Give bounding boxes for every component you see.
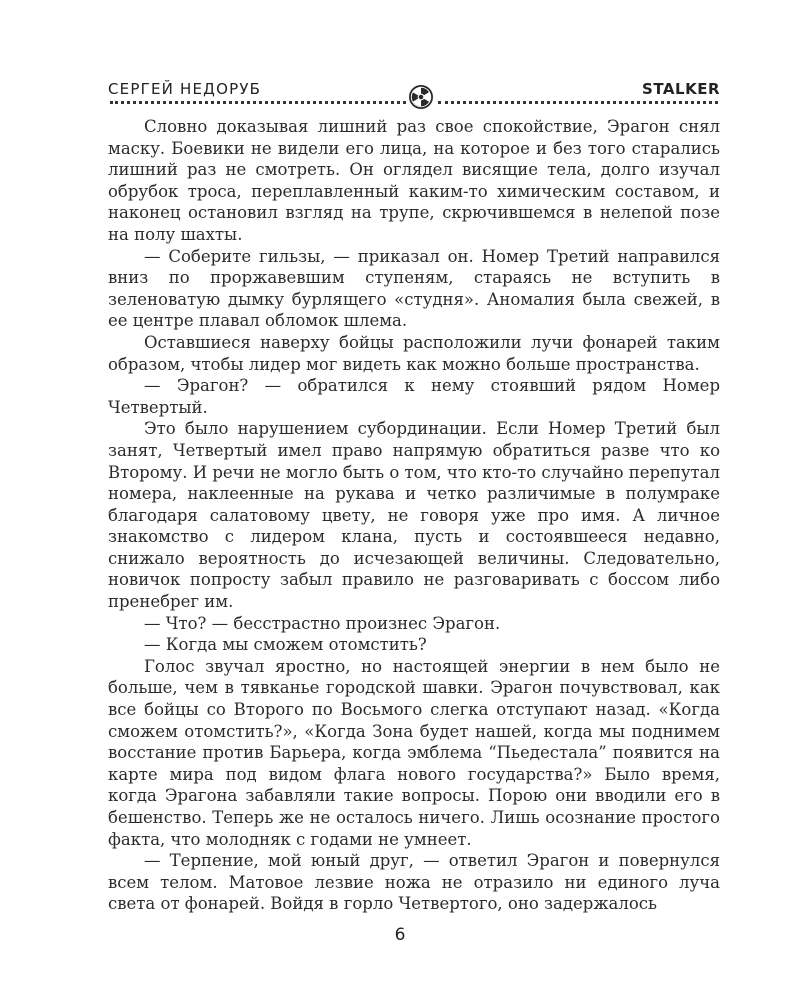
paragraph: — Эрагон? — обратился к нему стоявший рядом Номер Четвертый.: [108, 376, 720, 417]
running-header: [108, 78, 720, 106]
paragraph: — Что? — бесстрастно произнес Эрагон.: [144, 613, 501, 633]
header-dotted-rule-right: [438, 101, 718, 104]
author-name: СЕРГЕЙ НЕДОРУБ: [108, 80, 262, 98]
paragraph: Словно доказывая лишний раз свое спокойствие, Эрагон снял маску. Боевики не видели его лица, на которое и без того старались лишний раз не смотреть. Он оглядел висящие тела, долго изучал обрубок троса, переплавленный каким-то химическим составом, и наконец остановил взгляд на трупе, скрючившемся в нелепой позе на полу шахты.: [108, 117, 720, 244]
radiation-hazard-icon: [408, 84, 434, 110]
series-title: STALKER: [642, 80, 720, 98]
page-number: 6: [394, 925, 406, 945]
paragraph: Оставшиеся наверху бойцы расположили лучи фонарей таким образом, чтобы лидер мог видеть как можно больше пространства.: [108, 332, 720, 374]
paragraph: Это было нарушением субординации. Если Номер Третий был занят, Четвертый имел право напрямую обратиться разве что ко Второму. И речи не могло быть о том, что кто-то случайно перепутал номера, наклеенные на рукава и четко различимые в полумраке благодаря салатовому цвету, не говоря уже про имя. А личное знакомство с лидером клана, пусть и состоявшееся недавно, снижало вероятность до исчезающей величины. Следовательно, новичок попросту забыл правило не разговаривать с боссом либо пренебрег им.: [108, 419, 720, 612]
header-dotted-rule-left: [110, 101, 406, 104]
paragraph: — Терпение, мой юный друг, — ответил Эрагон и повернулся всем телом. Матовое лезвие ножа не отразило ни единого луча света от фонарей. Войдя в горло Четвертого, оно задержалось: [108, 851, 720, 914]
paragraph: — Соберите гильзы, — приказал он. Номер Третий направился вниз по проржавевшим ступеням, стараясь не вступить в зеленоватую дымку бурлящего «студня». Аномалия была свежей, в ее центре плавал обломок шлема.: [108, 246, 720, 331]
paragraph: Голос звучал яростно, но настоящей энергии в нем было не больше, чем в тявканье городской шавки. Эрагон почувствовал, как все бойцы со Второго по Восьмого слегка отступают назад. «Когда сможем отомстить?», «Когда Зона будет нашей, когда мы поднимем восстание против Барьера, когда эмблема “Пьедестала” появится на карте мира под видом флага нового государства?» Было время, когда Эрагона забавляли такие вопросы. Порою они вводили его в бешенство. Теперь же не осталось ничего. Лишь осознание простого факта, что молодняк с годами не умнеет.: [108, 656, 720, 849]
paragraph: — Когда мы сможем отомстить?: [144, 635, 427, 655]
body-text: [108, 116, 720, 915]
